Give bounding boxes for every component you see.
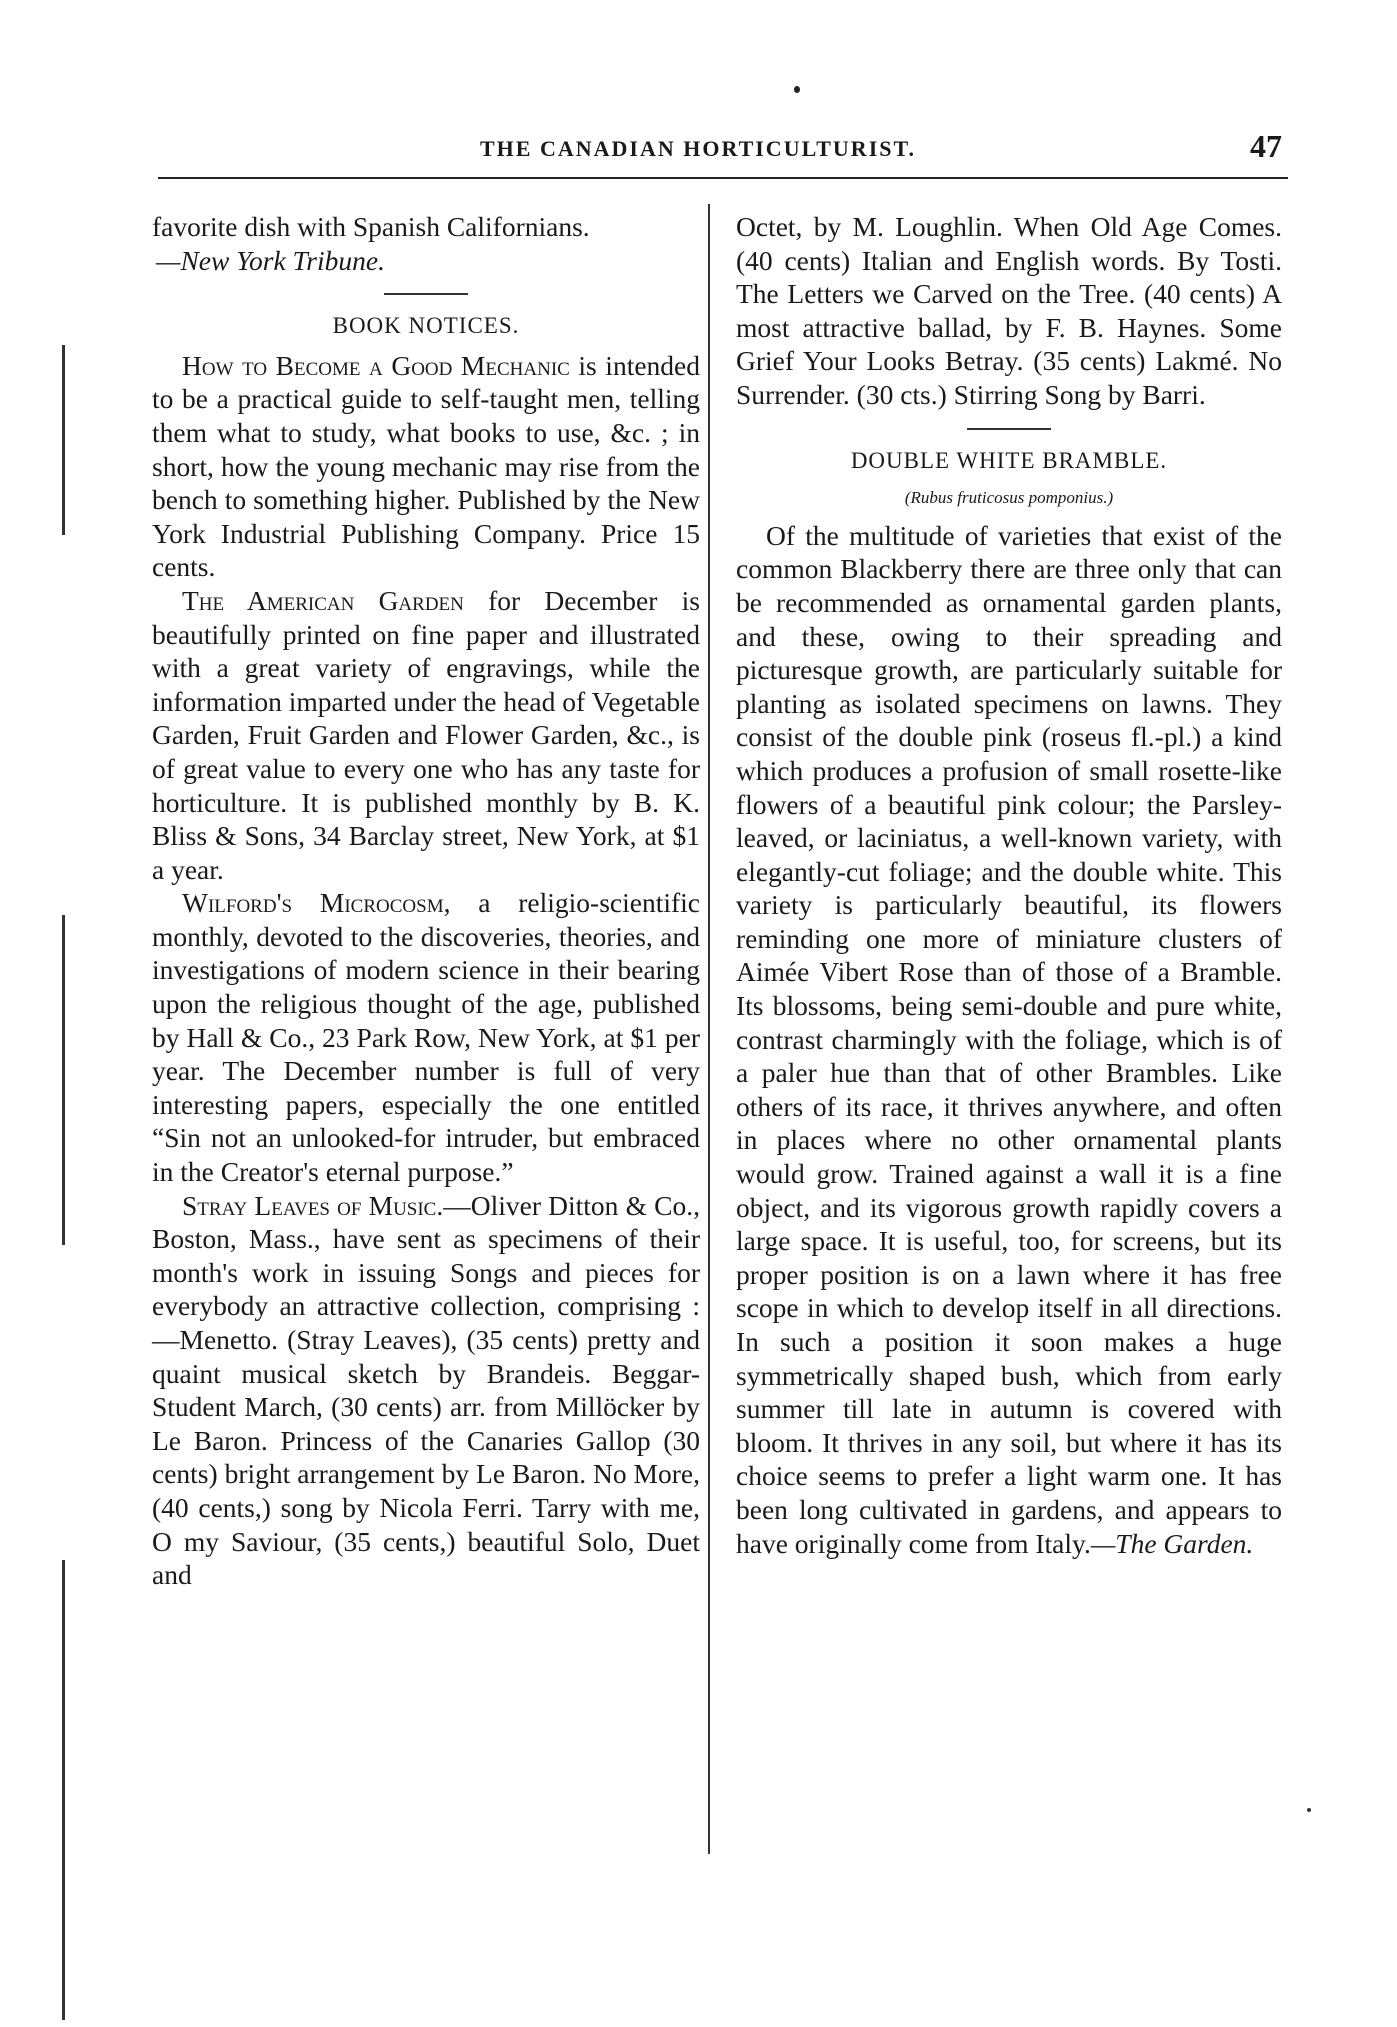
print-mark [794, 86, 800, 93]
paragraph-text: favorite dish with Spanish Californians. [152, 211, 590, 242]
section-rule [384, 293, 468, 295]
print-speck [1307, 1808, 1311, 1812]
paragraph [152, 210, 700, 277]
paragraph: Octet, by M. Loughlin. When Old Age Comes. (40 cents) Italian and English words. By Tosti. The Letters we Carved on the Tree. (40 cents) A most attractive ballad, by F. B. Haynes. Some Grief Your Looks Betray. (35 cents) Lakmé. No Surrender. (30 cts.) Stirring Song by Barri. [736, 211, 1282, 410]
article-subheading: (Rubus fruticosus pomponius.) [904, 488, 1114, 508]
binding-edge-mark [62, 915, 65, 1245]
header-rule [158, 177, 1288, 179]
column-divider [708, 204, 710, 1854]
left-column [152, 210, 700, 1592]
article-text: Of the multitude of varieties that exist of the common Blackberry there are three only that can be recommended as ornamental garden plants, and these, owing to their spreading and picturesque growth, are particularly suitable for planting as isolated specimens on lawns. They consist of the double pink (roseus fl.-pl.) a kind which produces a profusion of small rosette-like flowers of a beautiful pink colour; the Parsley-leaved, or laciniatus, a well-known variety, with elegantly-cut foliage; and the double white. This variety is particularly beautiful, its flowers reminding one more of miniature clusters of Aimée Vibert Rose than of those of a Bramble. Its blossoms, being semi-double and pure white, contrast charmingly with the foliage, which is of a paler hue than that of other Brambles. Like others of its race, it thrives anywhere, and often in places where no other ornamental plants would grow. Trained against a wall it is a fine object, and its vigorous growth rapidly covers a large space. It is useful, too, for screens, but its proper position is on a lawn where it has free scope in which to develop itself in all directions. In such a position it soon makes a huge symmetrically shaped bush, which from early summer till late in autumn is covered with bloom. It thrives in any soil, but where it has its choice seems to prefer a light warm one. It has been long cultivated in gardens, and appears to have originally come from Italy. [736, 519, 1282, 1559]
notice-title: How to Become a Good Mechanic [182, 349, 570, 381]
binding-edge-mark [62, 345, 65, 535]
book-notice [152, 584, 700, 886]
article-heading: DOUBLE WHITE BRAMBLE. [850, 447, 1168, 473]
page-number: 47 [1250, 128, 1282, 164]
notice-text: —Oliver Ditton & Co., Boston, Mass., have sent as specimens of their month's work in issuing Songs and pieces for everybody an attractive collection, comprising :—Menetto. (Stray Leaves), (35 cents) pretty and quaint musical sketch by Brandeis. Beggar-Student March, (30 cents) arr. from Millöcker by Le Baron. Princess of the Canaries Gallop (30 cents) bright arrangement by Le Baron. No More, (40 cents,) song by Nicola Ferri. Tarry with me, O my Saviour, (35 cents,) beautiful Solo, Duet and [152, 1189, 700, 1591]
notice-text: for December is beautifully printed on fine paper and illustrated with a great variety of engravings, while the information imparted under the head of Vegetable Garden, Fruit Garden and Flower Garden, &c., is of great value to every one who has any taste for horticulture. It is published monthly by B. K. Bliss & Sons, 34 Barclay street, New York, at $1 a year. [152, 584, 700, 885]
right-column [736, 210, 1282, 1560]
article-paragraph [736, 519, 1282, 1560]
source-citation: —New York Tribune. [156, 244, 385, 276]
page-header [150, 128, 1290, 168]
binding-edge-mark [62, 1560, 65, 2020]
section-heading: BOOK NOTICES. [332, 313, 520, 339]
book-notice [152, 349, 700, 584]
book-notice [152, 1189, 700, 1592]
notice-text: a religio-scientific monthly, devoted to the discoveries, theories, and investigations of modern science in their bearing upon the religious thought of the age, published by Hall & Co., 23 Park Row, New York, at $1 per year. The December number is full of very interesting papers, especially the one entitled “Sin not an unlooked-for intruder, but embraced in the Creator's eternal purpose.” [152, 887, 700, 1188]
notice-text: is intended to be a practical guide to self-taught men, telling them what to study, what books to use, &c. ; in short, how the young mechanic may rise from the bench to something higher. Published by the New York Industrial Publishing Company. Price 15 cents. [152, 349, 700, 583]
source-citation: —The Garden. [1090, 1527, 1254, 1559]
section-rule [967, 428, 1051, 430]
running-title: THE CANADIAN HORTICULTURIST. [480, 136, 917, 161]
book-notice [152, 886, 700, 1188]
notice-title: Wilford's Microcosm, [182, 887, 451, 919]
notice-title: The American Garden [182, 584, 464, 616]
notice-title: Stray Leaves of Music. [182, 1189, 444, 1221]
